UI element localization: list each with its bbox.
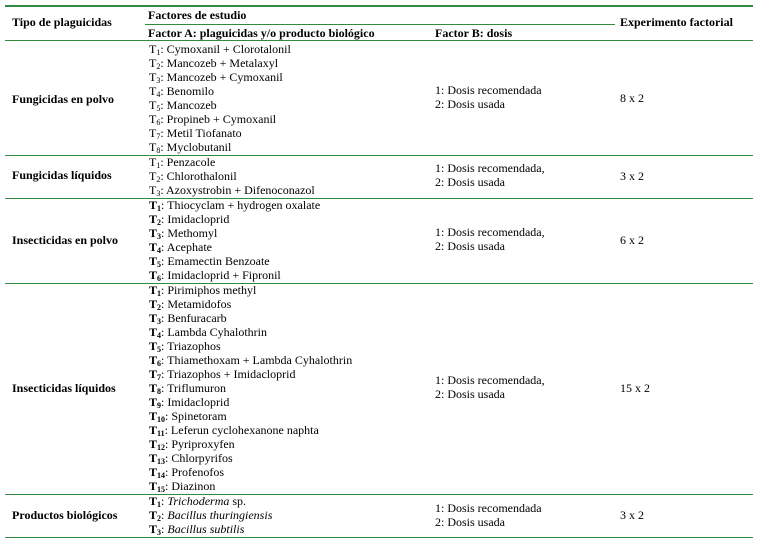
dose-line: 1: Dosis recomendada: [435, 501, 542, 515]
treatment-code: $T_{13}$: [149, 451, 166, 466]
row-experimento: 3 x 2: [620, 508, 644, 522]
row-tipo: Insecticidas en polvo: [12, 233, 119, 247]
product-name: : Metamidofos: [161, 297, 232, 311]
header-factores: Factores de estudio: [148, 8, 247, 22]
treatment-code: $T_1$: [149, 198, 162, 213]
dose-cell: [435, 83, 542, 111]
product-name-italic: Bacillus subtilis: [167, 522, 245, 536]
product-item: [149, 339, 352, 353]
product-name: : Thiocyclam + hydrogen oxalate: [161, 198, 321, 212]
product-item: [149, 283, 352, 297]
row-divider: [5, 494, 753, 495]
treatment-code: $T_2$: [149, 508, 162, 523]
product-name: : Chlorpyrifos: [165, 451, 233, 465]
product-item: [149, 183, 315, 197]
treatment-code: $T_1$: [149, 42, 161, 57]
product-name: : Metil Tiofanato: [160, 126, 242, 140]
dose-cell: [435, 501, 542, 529]
product-item: [149, 508, 272, 522]
product-name-suffix: sp.: [229, 494, 247, 508]
dose-line: 1: Dosis recomendada,: [435, 161, 545, 175]
row-tipo: Fungicidas líquidos: [12, 168, 112, 182]
product-name: : Cymoxanil + Clorotalonil: [160, 42, 291, 56]
product-item: [149, 84, 291, 98]
header-factor-b: Factor B: dosis: [435, 26, 513, 40]
dose-line: 1: Dosis recomendada,: [435, 373, 545, 387]
treatment-code: $T_2$: [149, 297, 162, 312]
product-name-italic: Trichoderma: [167, 494, 230, 508]
product-item: [149, 522, 272, 536]
product-item: [149, 98, 291, 112]
product-item: [149, 465, 352, 479]
product-name: : Propineb + Cymoxanil: [160, 112, 277, 126]
header-factor-a: Factor A: plaguicidas y/o producto biológico: [148, 26, 375, 40]
product-name: : Pirimiphos methyl: [161, 283, 257, 297]
product-item: [149, 254, 320, 268]
treatment-code: $T_1$: [149, 155, 161, 170]
treatment-code: $T_{10}$: [149, 409, 166, 424]
product-name: : Benfuracarb: [161, 311, 227, 325]
product-item: [149, 56, 291, 70]
row-divider: [5, 155, 753, 156]
treatment-code: $T_7$: [149, 367, 162, 382]
dose-line: 2: Dosis usada: [435, 97, 505, 111]
product-name: : Spinetoram: [165, 409, 227, 423]
product-name: : Triazophos: [161, 339, 221, 353]
treatment-code: $T_3$: [149, 311, 162, 326]
treatment-code: $T_6$: [149, 353, 162, 368]
treatment-code: $T_4$: [149, 240, 162, 255]
product-item: [149, 226, 320, 240]
treatment-code: $T_5$: [149, 339, 162, 354]
product-list: [149, 42, 291, 154]
product-item: [149, 451, 352, 465]
row-divider: [5, 283, 753, 284]
product-item: [149, 325, 352, 339]
product-name: :: [161, 494, 168, 508]
factorial-table: [5, 5, 753, 538]
product-item: [149, 395, 352, 409]
product-name: : Diazinon: [165, 479, 216, 493]
product-item: [149, 311, 352, 325]
row-divider: [5, 198, 753, 199]
treatment-code: $T_{14}$: [149, 465, 166, 480]
product-name: : Methomyl: [161, 226, 218, 240]
dose-line: 1: Dosis recomendada,: [435, 225, 545, 239]
treatment-code: $T_3$: [149, 226, 162, 241]
dose-line: 2: Dosis usada: [435, 175, 505, 189]
treatment-code: $T_6$: [149, 268, 162, 283]
product-item: [149, 112, 291, 126]
product-name: : Mancozeb + Cymoxanil: [160, 70, 283, 84]
product-name: : Leferun cyclohexanone naphta: [164, 423, 319, 437]
product-item: [149, 494, 272, 508]
product-name: : Pyriproxyfen: [165, 437, 235, 451]
product-name: : Azoxystrobin + Difenoconazol: [160, 183, 315, 197]
product-item: [149, 479, 352, 493]
treatment-code: $T_5$: [149, 98, 161, 113]
header-group-rule: [145, 24, 615, 25]
treatment-code: $T_2$: [149, 56, 161, 71]
product-name: : Myclobutanil: [160, 140, 232, 154]
product-name: : Imidacloprid: [161, 212, 230, 226]
row-experimento: 15 x 2: [620, 381, 650, 395]
treatment-code: $T_2$: [149, 169, 161, 184]
product-name: : Profenofos: [165, 465, 225, 479]
product-item: [149, 169, 315, 183]
product-item: [149, 367, 352, 381]
product-item: [149, 353, 352, 367]
product-item: [149, 423, 352, 437]
product-item: [149, 268, 320, 282]
treatment-code: $T_3$: [149, 522, 162, 537]
treatment-code: $T_1$: [149, 494, 162, 509]
product-name: : Emamectin Benzoate: [161, 254, 270, 268]
treatment-code: $T_4$: [149, 84, 161, 99]
product-name: : Imidacloprid: [161, 395, 230, 409]
dose-cell: [435, 225, 545, 253]
product-name: : Mancozeb + Metalaxyl: [160, 56, 279, 70]
product-item: [149, 437, 352, 451]
product-name: :: [161, 508, 168, 522]
table-top-rule: [5, 5, 753, 7]
product-item: [149, 140, 291, 154]
table-bottom-rule: [5, 537, 753, 538]
product-name: : Chlorothalonil: [160, 169, 237, 183]
treatment-code: $T_5$: [149, 254, 162, 269]
product-item: [149, 126, 291, 140]
row-experimento: 3 x 2: [620, 169, 644, 183]
dose-line: 2: Dosis usada: [435, 515, 505, 529]
dose-line: 1: Dosis recomendada: [435, 83, 542, 97]
product-item: [149, 42, 291, 56]
product-item: [149, 198, 320, 212]
product-name: : Acephate: [161, 240, 212, 254]
product-item: [149, 155, 315, 169]
dose-line: 2: Dosis usada: [435, 387, 505, 401]
dose-cell: [435, 161, 545, 189]
treatment-code: $T_6$: [149, 112, 161, 127]
product-name: : Imidacloprid + Fipronil: [161, 268, 281, 282]
product-name: : Penzacole: [160, 155, 216, 169]
product-name: : Benomilo: [160, 84, 215, 98]
product-name: : Lambda Cyhalothrin: [161, 325, 267, 339]
product-name-italic: Bacillus thuringiensis: [167, 508, 273, 522]
product-list: [149, 155, 315, 197]
product-list: [149, 494, 272, 536]
treatment-code: $T_{15}$: [149, 479, 166, 494]
row-tipo: Productos biológicos: [12, 508, 118, 522]
product-name: : Mancozeb: [160, 98, 217, 112]
product-item: [149, 297, 352, 311]
treatment-code: $T_8$: [149, 140, 161, 155]
treatment-code: $T_{11}$: [149, 423, 165, 438]
header-bottom-rule: [5, 40, 753, 41]
treatment-code: $T_9$: [149, 395, 162, 410]
treatment-code: $T_2$: [149, 212, 162, 227]
product-name: :: [161, 522, 168, 536]
product-list: [149, 283, 352, 493]
treatment-code: $T_7$: [149, 126, 161, 141]
dose-cell: [435, 373, 545, 401]
product-item: [149, 240, 320, 254]
row-tipo: Insecticidas líquidos: [12, 381, 116, 395]
product-name: : Thiamethoxam + Lambda Cyhalothrin: [161, 353, 353, 367]
row-tipo: Fungicidas en polvo: [12, 92, 115, 106]
treatment-code: $T_3$: [149, 70, 161, 85]
product-name: : Triazophos + Imidacloprid: [161, 367, 296, 381]
product-item: [149, 381, 352, 395]
row-experimento: 6 x 2: [620, 233, 644, 247]
row-experimento: 8 x 2: [620, 91, 644, 105]
product-list: [149, 198, 320, 282]
header-experimento: Experimento factorial: [620, 15, 733, 29]
product-item: [149, 409, 352, 423]
header-tipo: Tipo de plaguicidas: [12, 15, 112, 29]
treatment-code: $T_8$: [149, 381, 162, 396]
product-name: : Triflumuron: [161, 381, 227, 395]
treatment-code: $T_1$: [149, 283, 162, 298]
treatment-code: $T_3$: [149, 183, 161, 198]
treatment-code: $T_4$: [149, 325, 162, 340]
product-item: [149, 70, 291, 84]
product-item: [149, 212, 320, 226]
treatment-code: $T_{12}$: [149, 437, 166, 452]
dose-line: 2: Dosis usada: [435, 239, 505, 253]
